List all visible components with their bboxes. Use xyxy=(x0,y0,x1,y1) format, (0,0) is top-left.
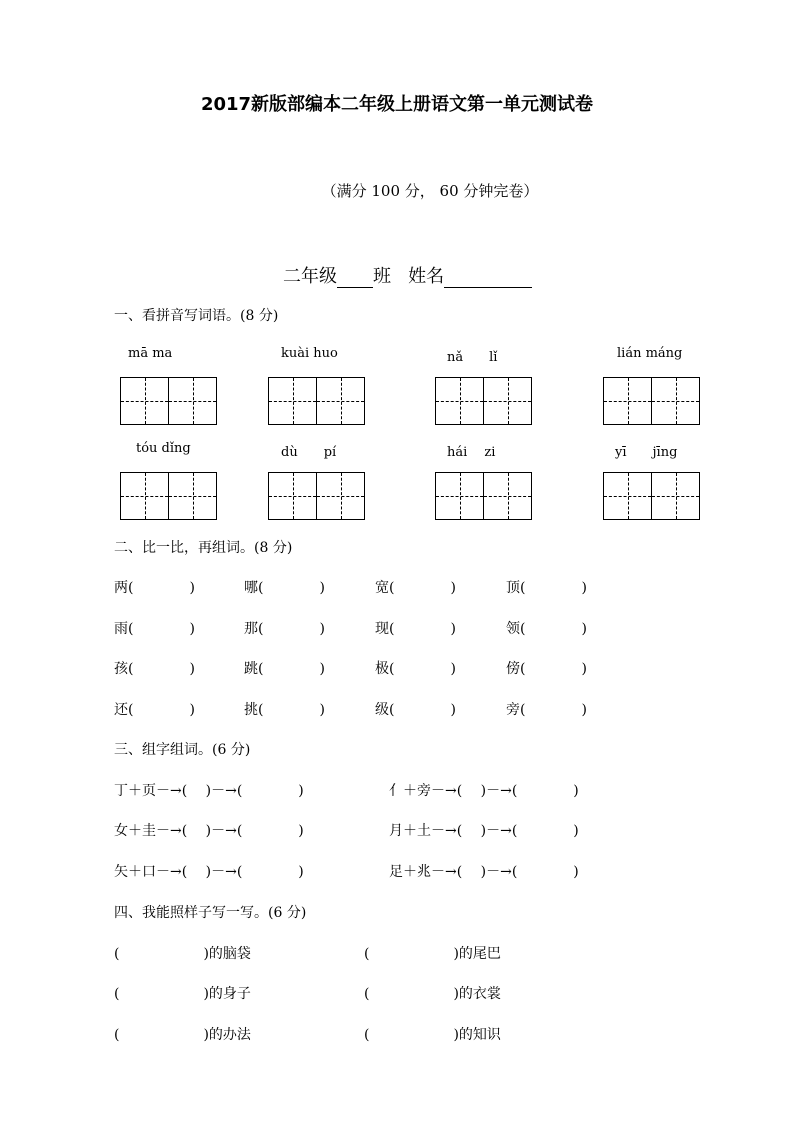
writing-grid[interactable] xyxy=(435,377,532,425)
compare-item[interactable]: 哪( ) xyxy=(244,580,325,596)
section-1-heading: 一、看拼音写词语。(8 分) xyxy=(114,308,279,324)
compare-item[interactable]: 旁( ) xyxy=(506,702,587,718)
compare-item[interactable]: 孩( ) xyxy=(114,661,195,677)
pattern-item[interactable]: ( )的身子 xyxy=(114,986,251,1002)
name-label: 姓名 xyxy=(408,266,445,287)
compare-item[interactable]: 领( ) xyxy=(506,621,587,637)
pinyin-label: mā ma xyxy=(128,346,173,361)
compose-item[interactable]: 矢＋口－→( )－→( ) xyxy=(114,864,304,880)
compose-item[interactable]: 月＋土－→( )－→( ) xyxy=(389,823,579,839)
pattern-item[interactable]: ( )的尾巴 xyxy=(364,946,501,962)
compose-item[interactable]: 亻＋旁－→( )－→( ) xyxy=(389,783,579,799)
compare-item[interactable]: 宽( ) xyxy=(375,580,456,596)
compare-item[interactable]: 级( ) xyxy=(375,702,456,718)
compare-item[interactable]: 那( ) xyxy=(244,621,325,637)
compose-item[interactable]: 足＋兆－→( )－→( ) xyxy=(389,864,579,880)
page-title: 2017新版部编本二年级上册语文第一单元测试卷 xyxy=(200,94,594,115)
compare-item[interactable]: 雨( ) xyxy=(114,621,195,637)
pattern-item[interactable]: ( )的办法 xyxy=(114,1027,251,1043)
pattern-item[interactable]: ( )的脑袋 xyxy=(114,946,251,962)
compare-item[interactable]: 傍( ) xyxy=(506,661,587,677)
pinyin-label: kuài huo xyxy=(281,346,338,361)
pattern-item[interactable]: ( )的衣裳 xyxy=(364,986,501,1002)
writing-grid[interactable] xyxy=(603,377,700,425)
section-3-heading: 三、组字组词。(6 分) xyxy=(114,742,251,758)
writing-grid[interactable] xyxy=(120,472,217,520)
class-name-line xyxy=(283,262,532,288)
pinyin-label: dù pí xyxy=(281,445,337,460)
compare-item[interactable]: 顶( ) xyxy=(506,580,587,596)
name-blank[interactable] xyxy=(444,267,532,288)
pinyin-label: nǎ lǐ xyxy=(447,350,498,365)
writing-grid[interactable] xyxy=(435,472,532,520)
compare-item[interactable]: 现( ) xyxy=(375,621,456,637)
pinyin-label: hái zi xyxy=(447,445,496,460)
section-2-heading: 二、比一比，再组词。(8 分) xyxy=(114,540,293,556)
compose-item[interactable]: 丁＋页－→( )－→( ) xyxy=(114,783,304,799)
class-label: 班 xyxy=(373,266,391,287)
compare-item[interactable]: 极( ) xyxy=(375,661,456,677)
pattern-item[interactable]: ( )的知识 xyxy=(364,1027,501,1043)
writing-grid[interactable] xyxy=(120,377,217,425)
section-4-heading: 四、我能照样子写一写。(6 分) xyxy=(114,905,307,921)
writing-grid[interactable] xyxy=(268,377,365,425)
writing-grid[interactable] xyxy=(268,472,365,520)
class-blank[interactable] xyxy=(337,267,373,288)
pinyin-label: yī jīng xyxy=(615,445,678,460)
pinyin-label: tóu dǐng xyxy=(136,441,191,456)
grade-label: 二年级 xyxy=(283,266,337,287)
compare-item[interactable]: 还( ) xyxy=(114,702,195,718)
compare-item[interactable]: 两( ) xyxy=(114,580,195,596)
compose-item[interactable]: 女＋圭－→( )－→( ) xyxy=(114,823,304,839)
compare-item[interactable]: 挑( ) xyxy=(244,702,325,718)
compare-item[interactable]: 跳( ) xyxy=(244,661,325,677)
page-subtitle: （满分 100 分， 60 分钟完卷） xyxy=(321,182,539,200)
pinyin-label: lián máng xyxy=(617,346,683,361)
writing-grid[interactable] xyxy=(603,472,700,520)
